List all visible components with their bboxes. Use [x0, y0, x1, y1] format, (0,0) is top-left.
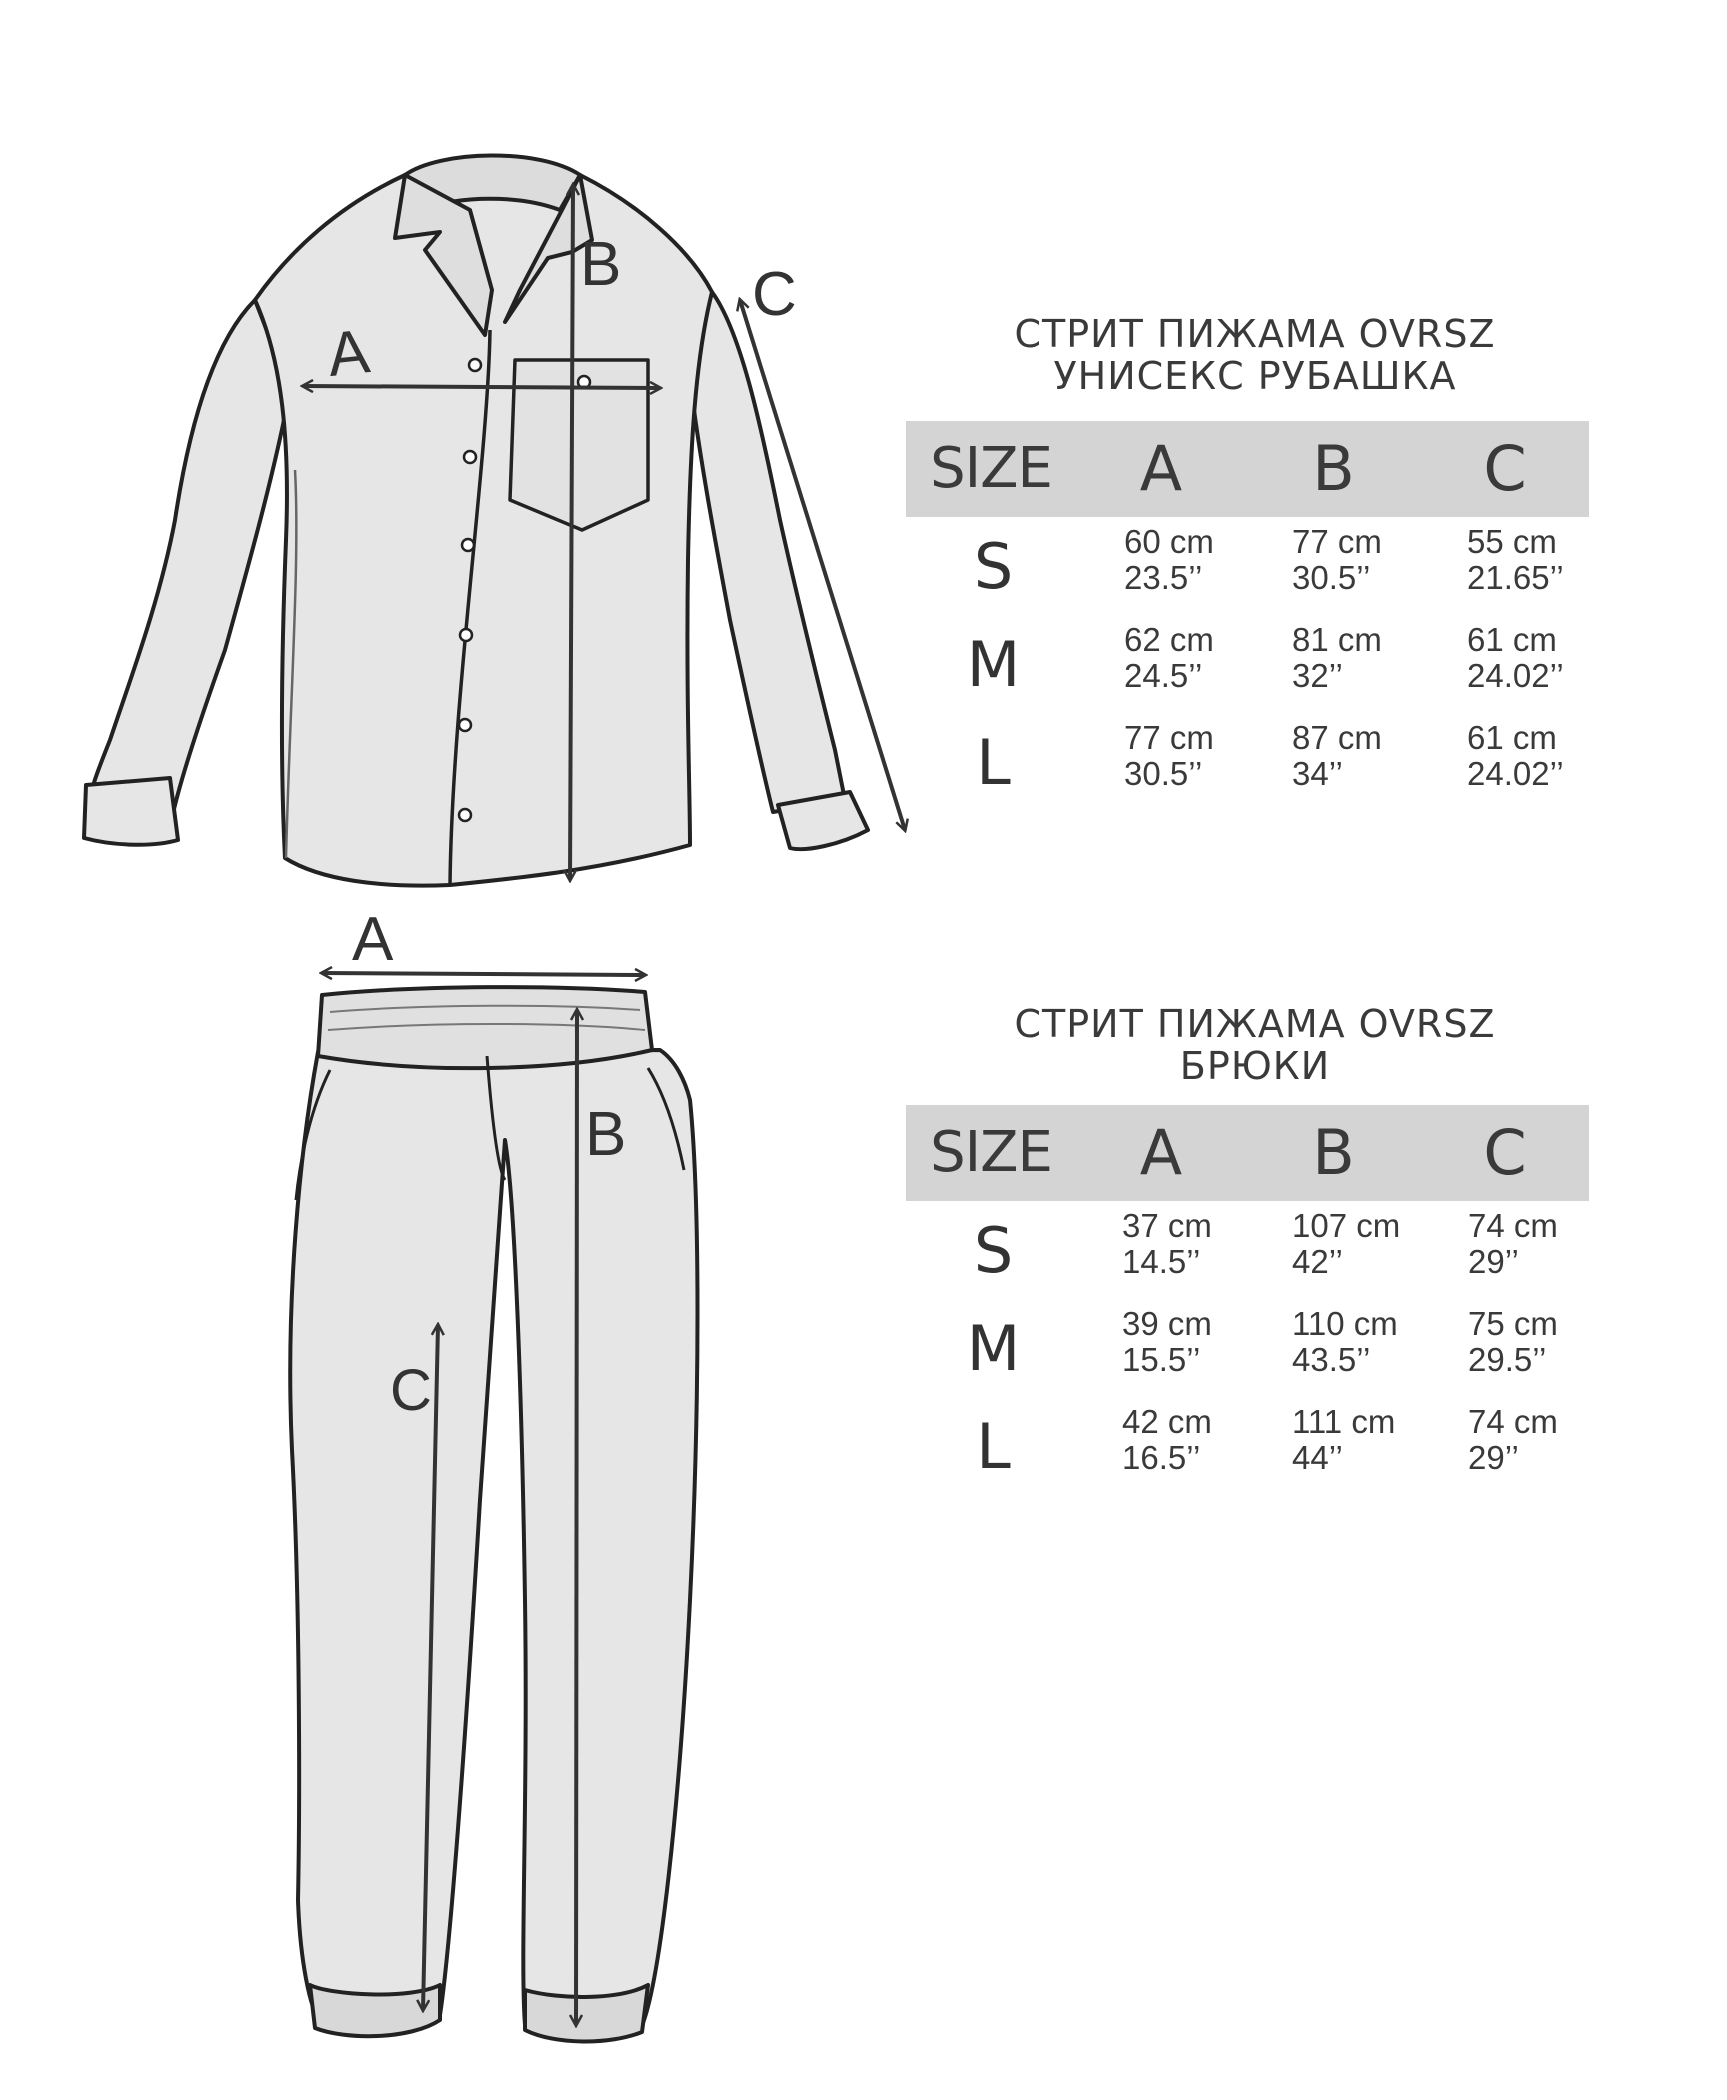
header-a: A: [1139, 1116, 1183, 1189]
cell-cm: 77 cm: [1124, 719, 1214, 756]
cell-cm: 81 cm: [1292, 621, 1382, 658]
cell-cm: 42 cm: [1122, 1403, 1212, 1440]
table-row: [906, 620, 1589, 716]
cell-inch: 21.65’’: [1467, 559, 1564, 596]
cell-b: [1292, 1208, 1400, 1280]
header-c: C: [1483, 432, 1527, 505]
cell-cm: 107 cm: [1292, 1207, 1401, 1244]
cell-a: [1122, 1208, 1212, 1280]
cell-cm: 110 cm: [1292, 1305, 1398, 1342]
size-label: M: [966, 628, 1021, 701]
shirt-label-b: B: [580, 230, 622, 299]
cell-a: [1122, 1404, 1212, 1476]
cell-inch: 16.5’’: [1122, 1439, 1201, 1476]
size-label: S: [973, 530, 1014, 603]
shirt-title-line-1: СТРИТ ПИЖАМА OVRSZ: [1014, 312, 1496, 356]
cell-inch: 42’’: [1292, 1243, 1343, 1280]
cell-c: [1468, 1208, 1558, 1280]
cell-cm: 87 cm: [1292, 719, 1382, 756]
cell-inch: 30.5’’: [1292, 559, 1371, 596]
cell-b: [1292, 1404, 1395, 1476]
cell-inch: 44’’: [1292, 1439, 1343, 1476]
cell-cm: 74 cm: [1468, 1403, 1558, 1440]
cell-a: [1124, 622, 1214, 694]
header-size: SIZE: [930, 436, 1052, 501]
pants-label-b: B: [585, 1100, 627, 1169]
cell-inch: 24.5’’: [1124, 657, 1203, 694]
cell-cm: 55 cm: [1467, 523, 1557, 560]
cell-cm: 37 cm: [1122, 1207, 1212, 1244]
cell-cm: 39 cm: [1122, 1305, 1212, 1342]
cell-inch: 43.5’’: [1292, 1341, 1371, 1378]
pants-label-c: C: [390, 1358, 432, 1423]
cell-inch: 29.5’’: [1468, 1341, 1547, 1378]
cell-a: [1124, 720, 1214, 792]
table-row: [906, 718, 1589, 814]
header-b: B: [1312, 432, 1355, 505]
cell-c: [1467, 720, 1564, 792]
cell-c: [1467, 524, 1564, 596]
cell-b: [1292, 1306, 1398, 1378]
shirt-label-c: C: [752, 260, 797, 329]
cell-cm: 75 cm: [1468, 1305, 1558, 1342]
cell-cm: 61 cm: [1467, 621, 1557, 658]
size-label: L: [976, 1410, 1011, 1483]
cell-inch: 34’’: [1292, 755, 1343, 792]
size-label: M: [966, 1312, 1021, 1385]
cell-inch: 29’’: [1468, 1439, 1519, 1476]
table-row: [906, 1206, 1589, 1302]
cell-a: [1124, 524, 1214, 596]
cell-c: [1467, 622, 1564, 694]
table-row: [906, 1402, 1589, 1498]
size-label: L: [976, 726, 1011, 799]
size-label: S: [973, 1214, 1014, 1287]
pants-label-a: A: [352, 905, 394, 974]
cell-inch: 24.02’’: [1467, 755, 1564, 792]
cell-b: [1292, 720, 1382, 792]
cell-cm: 77 cm: [1292, 523, 1382, 560]
cell-cm: 111 cm: [1292, 1403, 1396, 1440]
cell-a: [1122, 1306, 1212, 1378]
header-size: SIZE: [930, 1120, 1052, 1185]
cell-c: [1468, 1404, 1558, 1476]
pants-title-line-2: БРЮКИ: [1179, 1044, 1331, 1088]
cell-cm: 60 cm: [1124, 523, 1214, 560]
cell-inch: 15.5’’: [1122, 1341, 1201, 1378]
header-c: C: [1483, 1116, 1527, 1189]
pants-illustration: [290, 987, 697, 2041]
pants-table-title: [905, 1003, 1605, 1087]
cell-inch: 14.5’’: [1122, 1243, 1201, 1280]
shirt-table-title: [905, 313, 1605, 397]
cell-inch: 23.5’’: [1124, 559, 1203, 596]
cell-b: [1292, 524, 1382, 596]
shirt-illustration: [84, 155, 868, 885]
cell-inch: 32’’: [1292, 657, 1343, 694]
cell-inch: 29’’: [1468, 1243, 1519, 1280]
table-row: [906, 522, 1589, 618]
pants-table-header: [906, 1105, 1589, 1201]
cell-inch: 30.5’’: [1124, 755, 1203, 792]
shirt-table-header: [906, 421, 1589, 517]
header-a: A: [1139, 432, 1183, 505]
cell-inch: 24.02’’: [1467, 657, 1564, 694]
cell-b: [1292, 622, 1382, 694]
table-row: [906, 1304, 1589, 1400]
shirt-label-a: A: [324, 317, 373, 391]
header-b: B: [1312, 1116, 1355, 1189]
cell-cm: 74 cm: [1468, 1207, 1558, 1244]
cell-c: [1468, 1306, 1558, 1378]
pants-title-line-1: СТРИТ ПИЖАМА OVRSZ: [1014, 1002, 1496, 1046]
shirt-title-line-2: УНИСЕКС РУБАШКА: [1053, 354, 1457, 398]
cell-cm: 62 cm: [1124, 621, 1214, 658]
cell-cm: 61 cm: [1467, 719, 1557, 756]
